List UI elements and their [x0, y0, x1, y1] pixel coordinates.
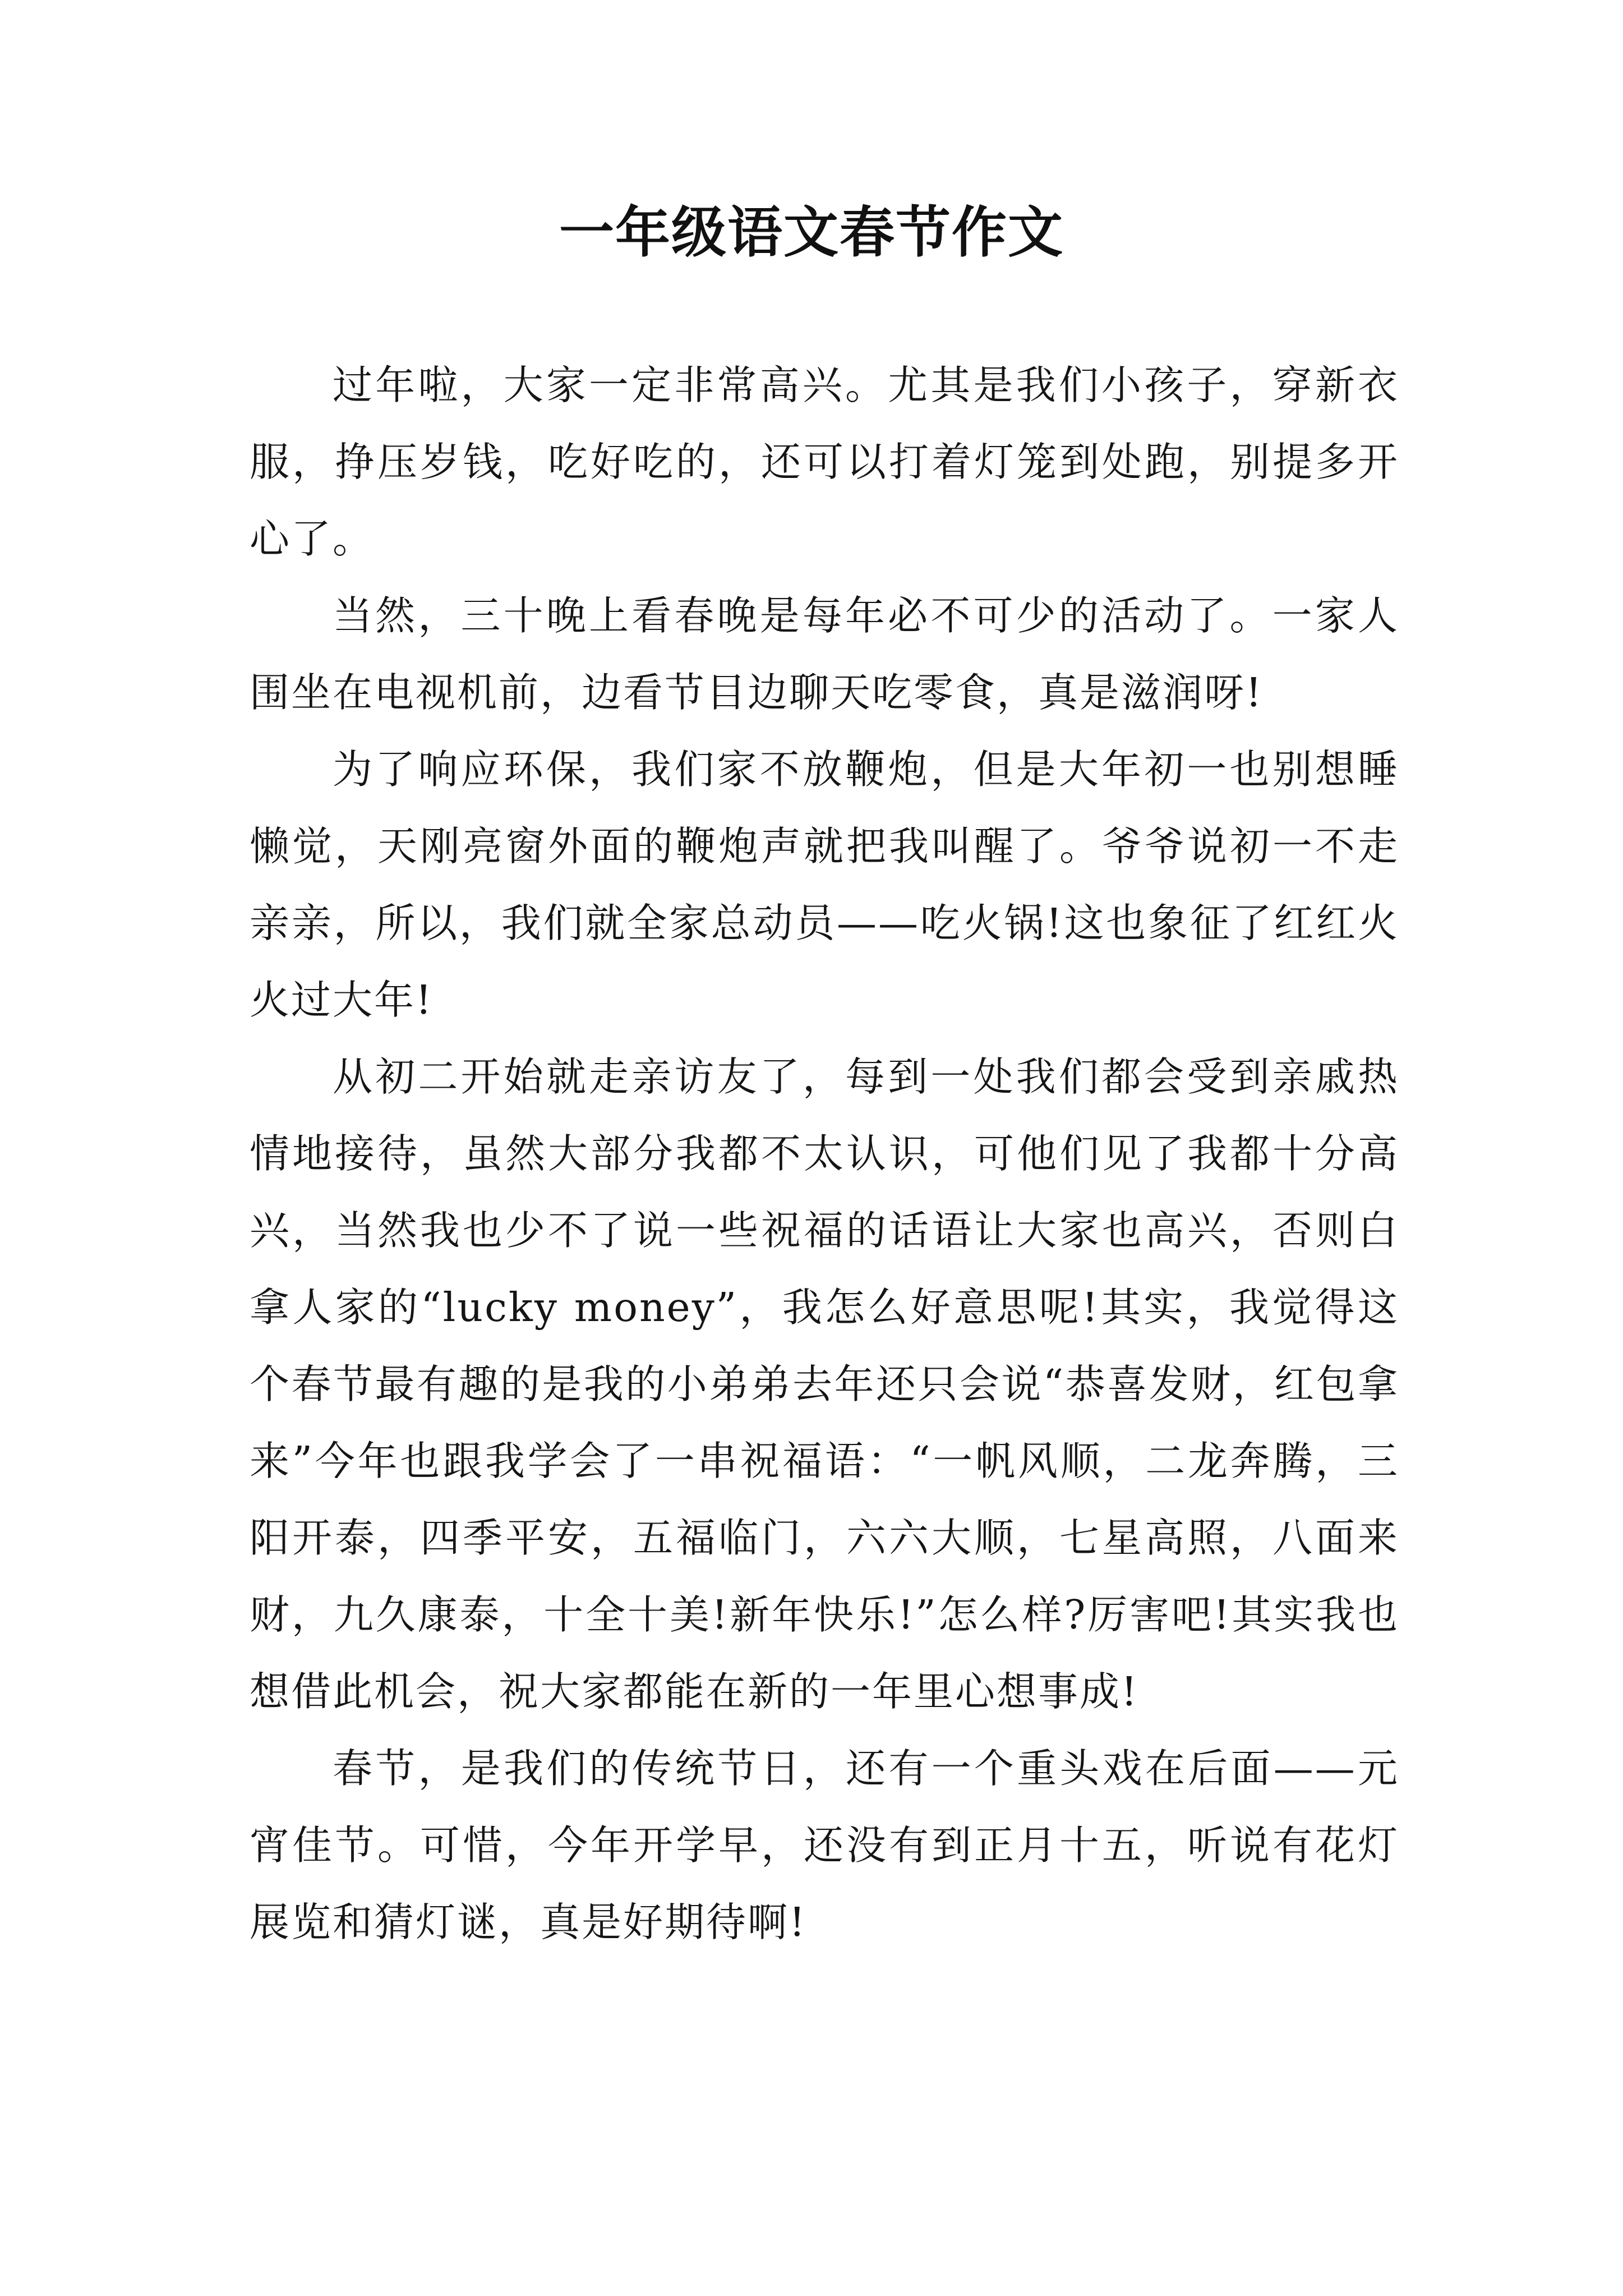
document-body: [250, 347, 1399, 1961]
paragraph-5: 春节，是我们的传统节日，还有一个重头戏在后面——元宵佳节。可惜，今年开学早，还没有到正月十五，听说有花灯展览和猜灯谜，真是好期待啊!: [250, 1745, 1399, 1945]
paragraph-4: 从初二开始就走亲访友了，每到一处我们都会受到亲戚热情地接待，虽然大部分我都不太认识，可他们见了我都十分高兴，当然我也少不了说一些祝福的话语让大家也高兴，否则白拿人家的“lucky money”，我怎么好意思呢!其实，我觉得这个春节最有趣的是我的小弟弟去年还只会说“恭喜发财，红包拿来”今年也跟我学会了一串祝福语：“一帆风顺，二龙奔腾，三阳开泰，四季平安，五福临门，六六大顺，七星高照，八面来财，九久康泰，十全十美!新年快乐!”怎么样?厉害吧!其实我也想借此机会，祝大家都能在新的一年里心想事成!: [250, 1053, 1399, 1715]
paragraph-3: 为了响应环保，我们家不放鞭炮，但是大年初一也别想睡懒觉，天刚亮窗外面的鞭炮声就把我叫醒了。爷爷说初一不走亲亲，所以，我们就全家总动员——吃火锅!这也象征了红红火火过大年!: [250, 746, 1399, 1023]
document-title: 一年级语文春节作文: [559, 200, 1064, 265]
paragraph-1: 过年啦，大家一定非常高兴。尤其是我们小孩子，穿新衣服，挣压岁钱，吃好吃的，还可以打着灯笼到处跑，别提多开心了。: [250, 362, 1399, 562]
paragraph-2: 当然，三十晚上看春晚是每年必不可少的活动了。一家人围坐在电视机前，边看节目边聊天吃零食，真是滋润呀!: [250, 592, 1399, 716]
